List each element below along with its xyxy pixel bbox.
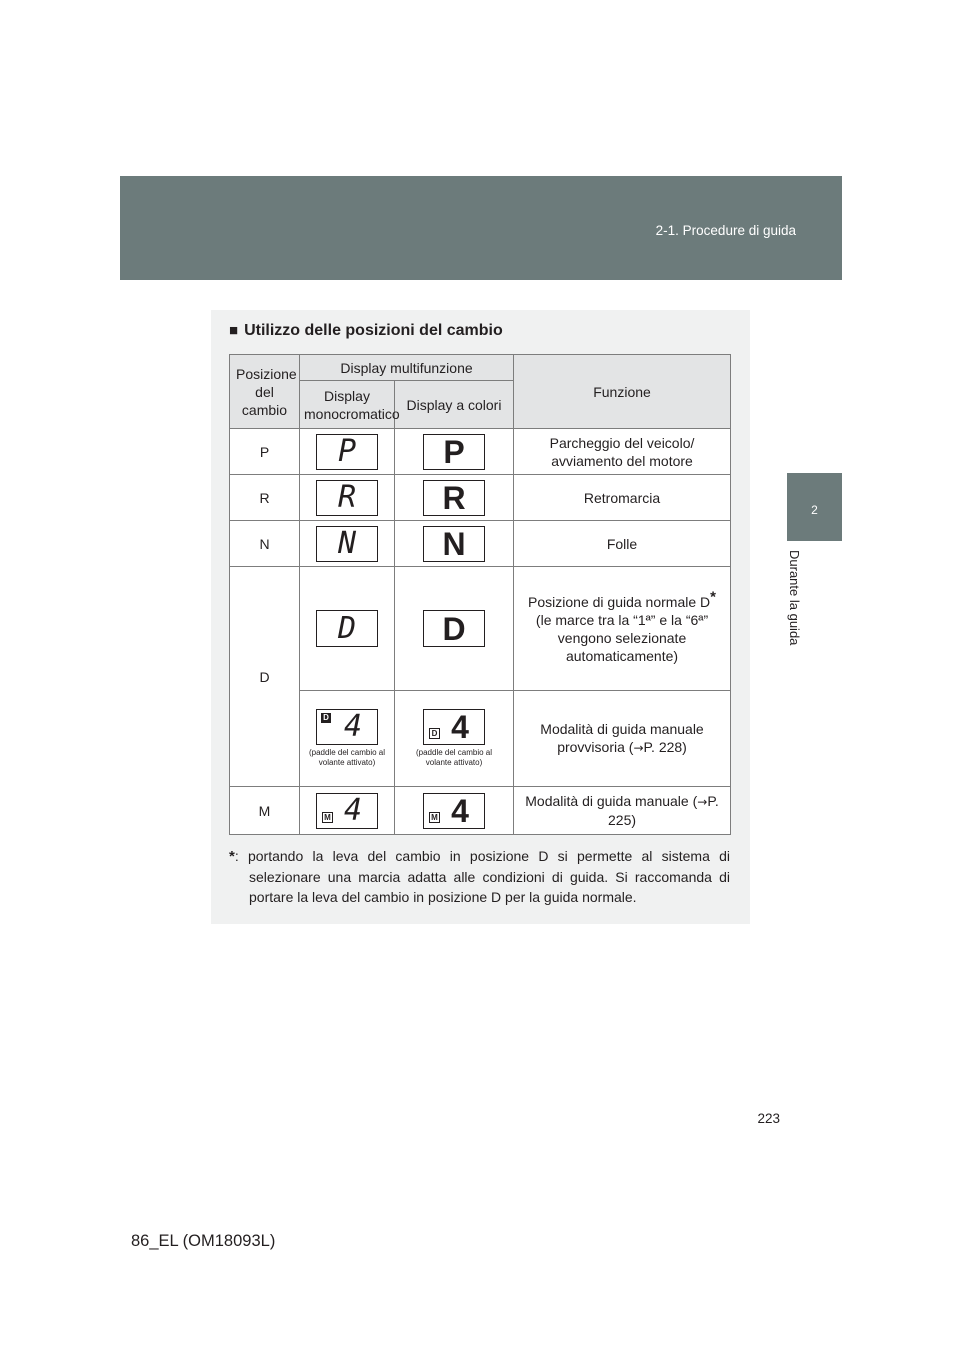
position-cell: P [230, 429, 300, 475]
color-display-cell [395, 429, 514, 475]
position-cell: R [230, 475, 300, 521]
mono-4-glyph: 4 [343, 709, 363, 744]
paddle-note: (paddle del cambio al volante attivato) [415, 748, 493, 767]
position-cell: D [230, 567, 300, 787]
chapter-label: Durante la guida [787, 550, 802, 646]
mono-p-glyph: P [337, 433, 357, 469]
chapter-number: 2 [811, 503, 818, 517]
footnote-star: * [229, 848, 235, 865]
function-cell: Retromarcia [514, 475, 731, 521]
color-display-cell [395, 691, 514, 787]
mono-display-cell [300, 475, 395, 521]
header-color: Display a colori [395, 381, 514, 429]
mono-4-glyph: 4 [343, 792, 363, 828]
function-cell: Modalità di guida manuale provvisoria (→P. 228) [514, 691, 731, 787]
function-cell [514, 567, 731, 691]
header-multi-display: Display multifunzione [300, 355, 514, 381]
chapter-tab [787, 473, 842, 541]
mono-display-cell [300, 787, 395, 835]
color-d-glyph: D [442, 610, 466, 647]
color-n-glyph: N [442, 525, 466, 562]
color-4-glyph: 4 [451, 792, 469, 829]
table-row [230, 521, 731, 567]
color-r-glyph: R [442, 479, 466, 516]
header-position: Posizione del cambio [230, 355, 300, 429]
arrow-right-icon: → [697, 795, 708, 809]
table-row [230, 691, 731, 787]
function-cell: Parcheggio del veicolo/ avviamento del motore [514, 429, 731, 475]
footnote-star-ref: * [710, 587, 716, 605]
m-badge-icon: M [429, 812, 440, 823]
page-number: 223 [757, 1111, 780, 1126]
mono-display-cell [300, 691, 395, 787]
footnote-text: : portando la leva del cambio in posizione D si permette al sistema di selezionare una marcia adatta alle condizioni di guida. Si raccomanda di portare la leva del cambio in posizione D per la guida normale. [234, 848, 730, 905]
header-function: Funzione [514, 355, 731, 429]
color-p-glyph: P [443, 433, 465, 470]
mono-r-glyph: R [337, 479, 357, 515]
position-cell: M [230, 787, 300, 835]
document-code: 86_EL (OM18093L) [131, 1232, 276, 1250]
content-box [211, 310, 750, 924]
mono-n-glyph: N [337, 525, 357, 561]
section-title: 2-1. Procedure di guida [655, 223, 796, 238]
table-row [230, 429, 731, 475]
function-cell: Modalità di guida manuale (→P. 225) [514, 787, 731, 835]
table-row [230, 567, 731, 691]
d-badge-icon: D [321, 713, 331, 723]
mono-display-cell [300, 521, 395, 567]
function-d-line2: (le marce tra la “1ª” e la “6ª” vengono selezionate automaticamente) [535, 611, 709, 664]
color-4-glyph: 4 [451, 709, 469, 745]
mono-d-glyph: D [337, 610, 357, 646]
color-display-cell [395, 521, 514, 567]
square-bullet-icon: ■ [229, 322, 239, 339]
header-band [120, 176, 842, 280]
mono-display-cell [300, 567, 395, 691]
section-heading [229, 322, 503, 340]
position-cell: N [230, 521, 300, 567]
arrow-right-icon: → [633, 741, 644, 755]
color-display-cell [395, 787, 514, 835]
footnote [229, 846, 730, 907]
m-badge-icon: M [322, 812, 333, 823]
d-badge-icon: D [429, 728, 440, 739]
table-row [230, 787, 731, 835]
function-cell: Folle [514, 521, 731, 567]
heading-text: Utilizzo delle posizioni del cambio [244, 322, 503, 339]
color-display-cell [395, 567, 514, 691]
paddle-note: (paddle del cambio al volante attivato) [308, 748, 386, 767]
color-display-cell [395, 475, 514, 521]
header-mono: Display monocromatico [300, 381, 395, 429]
table-row [230, 475, 731, 521]
gear-position-table [229, 354, 731, 835]
mono-display-cell [300, 429, 395, 475]
function-d-line1: Posizione di guida normale D [528, 593, 711, 610]
